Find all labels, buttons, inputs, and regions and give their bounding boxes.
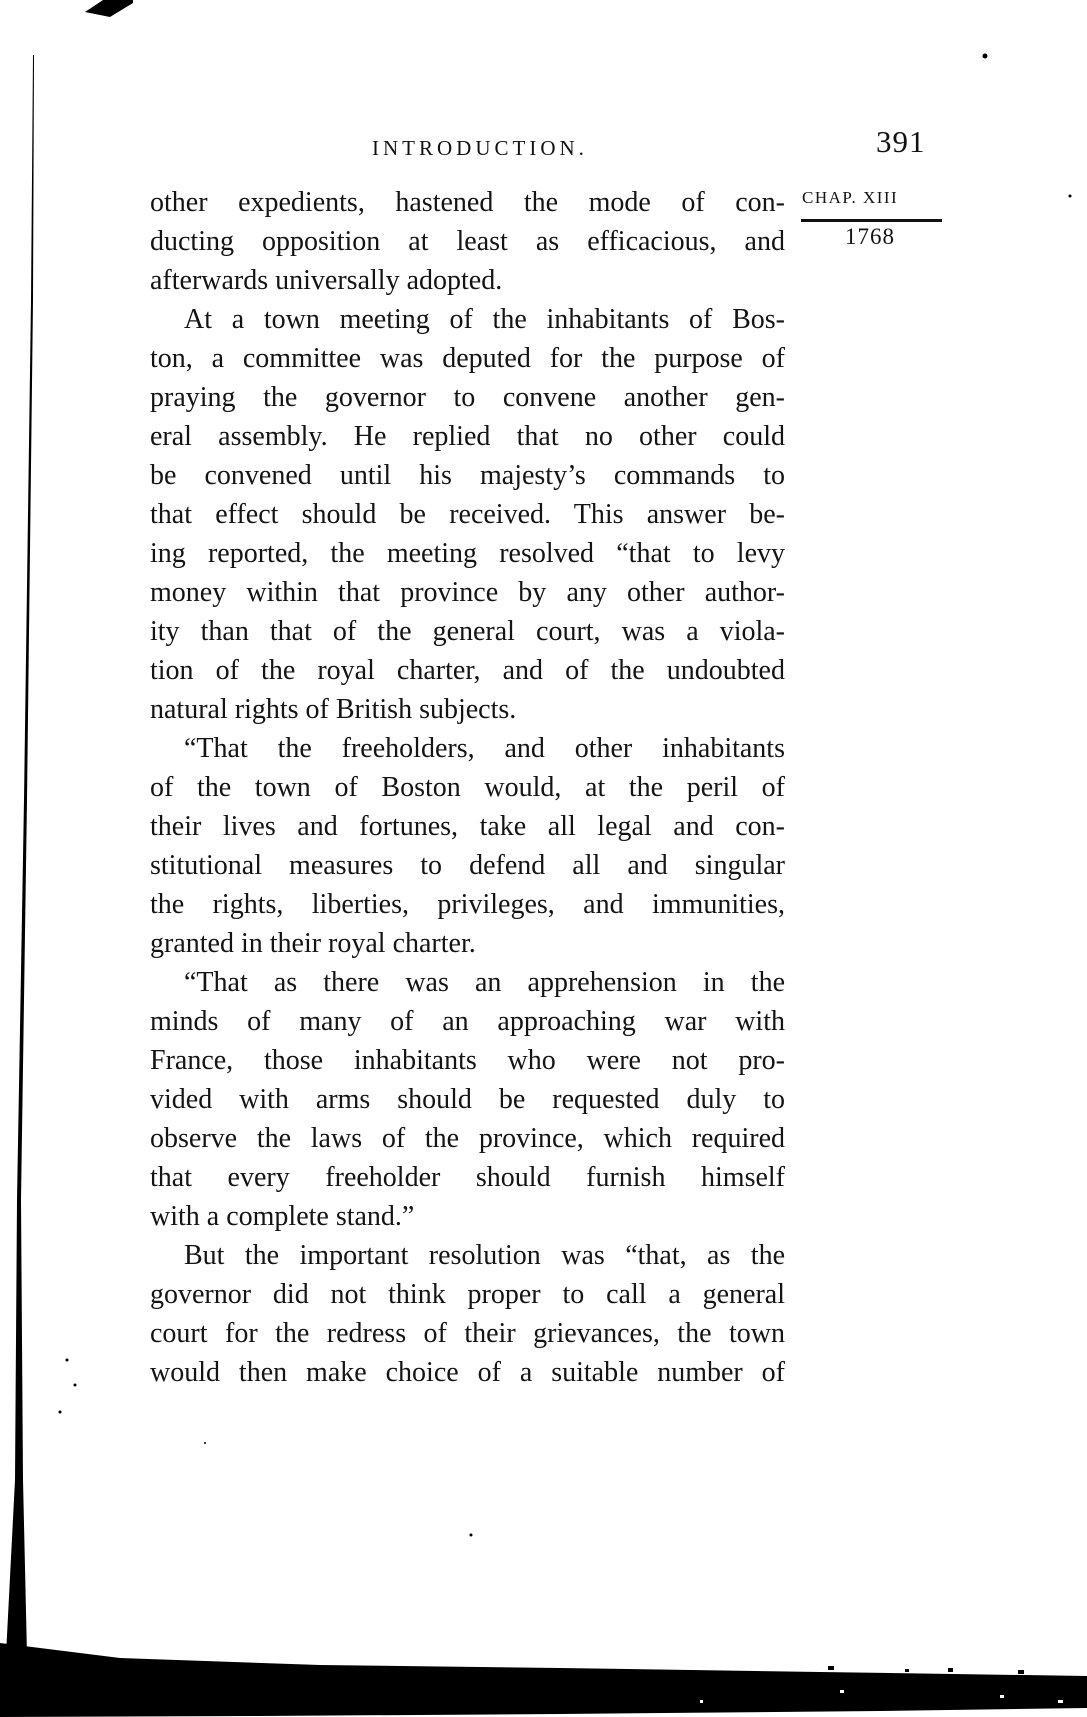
text-line: praying the governor to convene another gen- (150, 382, 785, 413)
scan-speck (948, 1668, 953, 1672)
text-line: vided with arms should be requested duly to (150, 1084, 785, 1115)
scan-speck (905, 1669, 909, 1672)
ink-dot (470, 1534, 473, 1537)
scan-speck (700, 1700, 703, 1703)
text-line: granted in their royal charter. (150, 928, 476, 959)
scan-speck (1058, 1700, 1063, 1703)
page-number: 391 (876, 124, 926, 159)
ink-dot (1069, 195, 1072, 198)
text-line: stitutional measures to defend all and singular (150, 850, 785, 881)
text-line: ing reported, the meeting resolved “that to levy (150, 538, 785, 569)
text-line: France, those inhabitants who were not pro- (150, 1045, 785, 1076)
text-line: that effect should be received. This answer be- (150, 499, 785, 530)
text-line: minds of many of an approaching war with (150, 1006, 785, 1037)
text-line: court for the redress of their grievances, the town (150, 1318, 785, 1349)
body-text-block (150, 183, 785, 1392)
scan-corner-artifact (85, 0, 133, 17)
ink-dot (74, 1384, 77, 1387)
scan-gutter-shadow (0, 1643, 1087, 1717)
ink-dot (59, 1411, 62, 1414)
running-header: INTRODUCTION. (372, 136, 588, 160)
text-line: ity than that of the general court, was a viola- (150, 616, 785, 647)
text-line: money within that province by any other author- (150, 577, 785, 608)
text-line: natural rights of British subjects. (150, 694, 517, 725)
ink-dot (66, 1359, 69, 1362)
scan-speck (828, 1666, 834, 1670)
text-line: of the town of Boston would, at the peril of (150, 772, 785, 803)
text-line: afterwards universally adopted. (150, 265, 503, 296)
text-line: But the important resolution was “that, as the (184, 1240, 785, 1271)
scan-speck (840, 1690, 844, 1693)
text-line: governor did not think proper to call a general (150, 1279, 785, 1310)
text-line: with a complete stand.” (150, 1201, 415, 1232)
margin-note-rule (801, 219, 942, 222)
text-line: At a town meeting of the inhabitants of Bos- (184, 304, 785, 335)
text-line: ducting opposition at least as efficacious, and (150, 226, 785, 257)
ink-dot (204, 1442, 206, 1444)
scan-speck (1000, 1695, 1004, 1698)
text-line: the rights, liberties, privileges, and immunities, (150, 889, 785, 920)
text-line: their lives and fortunes, take all legal and con- (150, 811, 785, 842)
text-line: “That the freeholders, and other inhabitants (184, 733, 785, 764)
page-edge-line (6, 55, 34, 1655)
margin-note-year: 1768 (845, 224, 895, 249)
text-line: observe the laws of the province, which required (150, 1123, 785, 1154)
text-line: be convened until his majesty’s commands to (150, 460, 785, 491)
text-line: ton, a committee was deputed for the purpose of (150, 343, 785, 374)
ink-dot (983, 54, 988, 59)
scan-speck (1018, 1670, 1024, 1674)
text-line: that every freeholder should furnish himself (150, 1162, 785, 1193)
text-line: “That as there was an apprehension in the (184, 967, 785, 998)
text-line: other expedients, hastened the mode of con- (150, 187, 785, 218)
text-line: tion of the royal charter, and of the undoubted (150, 655, 785, 686)
text-line: eral assembly. He replied that no other could (150, 421, 785, 452)
text-line: would then make choice of a suitable number of (150, 1357, 785, 1388)
margin-note-chapter: CHAP. XIII (802, 188, 899, 207)
